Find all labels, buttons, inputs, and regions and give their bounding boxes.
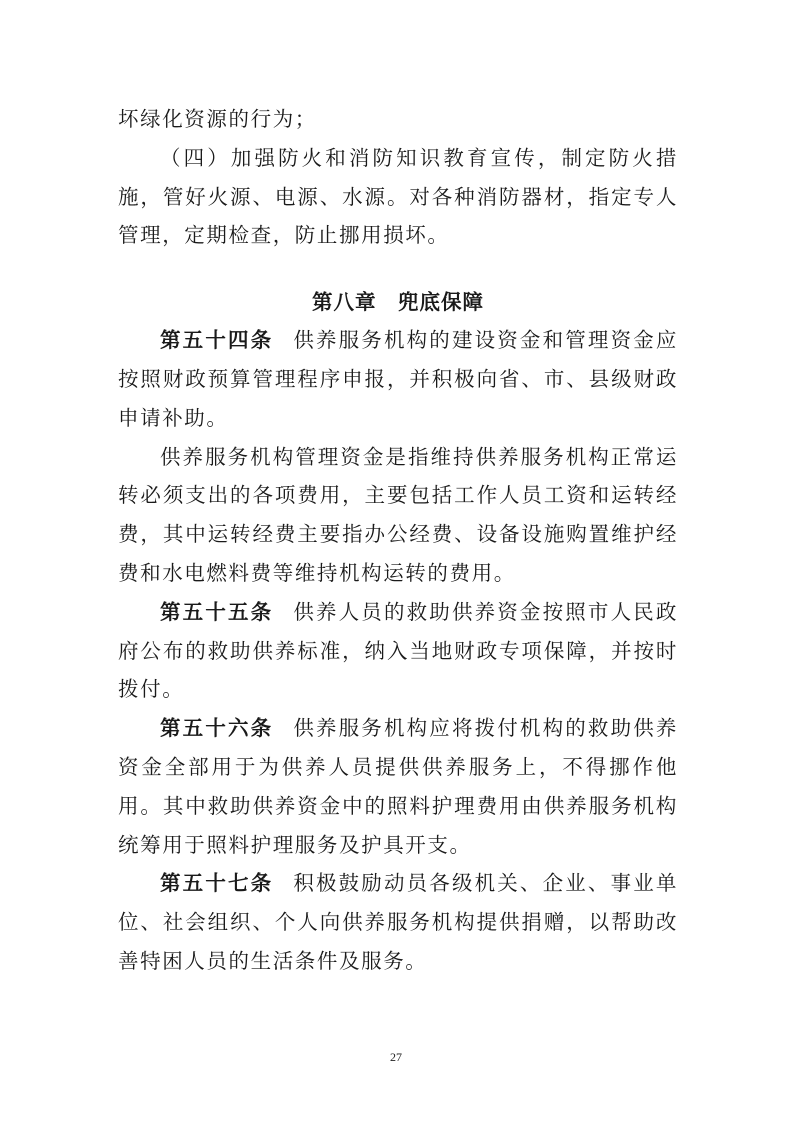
article-text: 供养服务机构应将拨付机构的救助供养资金全部用于为供养人员提供供养服务上，不得挪作他用。其中救助供养资金中的照料护理费用由供养服务机构统筹用于照料护理服务及护具开支。 [118,716,678,857]
article-text: 积极鼓励动员各级机关、企业、事业单位、社会组织、个人向供养服务机构提供捐赠，以帮助改善特困人员的生活条件及服务。 [118,871,678,973]
document-body [118,100,678,981]
page-number: 27 [390,1050,402,1064]
article-text: 供养人员的救助供养资金按照市人民政府公布的救助供养标准，纳入当地财政专项保障，并按时拨付。 [118,599,678,702]
chapter-title: 第八章 兜底保障 [312,290,484,315]
article-54 [118,321,678,437]
article-56 [118,709,678,864]
article-text: 供养服务机构管理资金是指维持供养服务机构正常运转必须支出的各项费用，主要包括工作人员工资和运转经费，其中运转经费主要指办公经费、设备设施购置维护经费和水电燃料费等维持机构运转的费用。 [118,444,678,585]
paragraph-continuation: 坏绿化资源的行为； [118,107,317,131]
article-55 [118,593,678,709]
article-text: 供养服务机构的建设资金和管理资金应按照财政预算管理程序申报，并积极向省、市、县级财政申请补助。 [118,328,678,430]
article-label: 第五十五条 [160,599,274,624]
article-57 [118,864,678,980]
article-label: 第五十六条 [160,716,274,741]
article-label: 第五十七条 [160,871,274,896]
article-54-paragraph-2 [118,438,678,593]
article-label: 第五十四条 [160,328,274,353]
paragraph-fire-prevention: （四）加强防火和消防知识教育宣传，制定防火措施，管好火源、电源、水源。对各种消防器材，指定专人管理，定期检查，防止挪用损坏。 [118,145,678,248]
